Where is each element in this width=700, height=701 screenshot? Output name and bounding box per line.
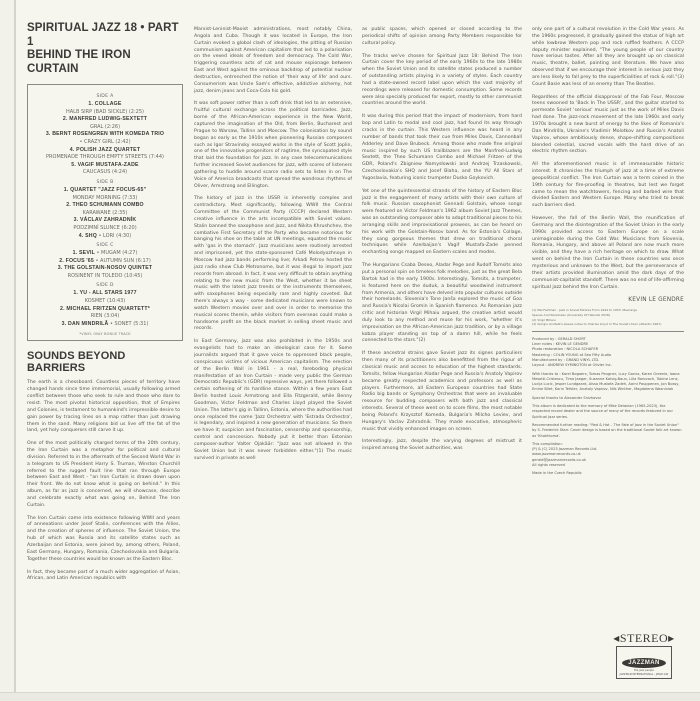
side-a <box>30 94 180 177</box>
track-artist: 4. POLISH JAZZ QUARTET <box>69 146 141 153</box>
copyright: (P) & (C) 2023 Jazzman Records Ltd. <box>532 447 598 452</box>
bonus-track-note: *VINYL ONLY BONUS TRACK <box>79 332 131 337</box>
credit-line: Liner notes : KEVIN LE GENDRE <box>532 342 589 347</box>
column-2 <box>194 0 352 468</box>
track-title: PROMENADE THROUGH EMPTY STREETS (7:44) <box>46 154 164 161</box>
essay-paragraph: It was during this period that the impact of modernism, from hard bop and Latin to modal and cool jazz, had found its way through cracks in the curtain. This Western influence was heard in any number of bands that took their cue from Miles Davis, Cannonball Adderley and Dave Brubeck. Among those who made fine original music inspired by such US trailblazers are the Manfred-Ludwig Sextett, the Theo Schumann Combo and Michael Fritzen of the GDR, Poland's Zbigniew Namysłowski and Andrzej Trzaskowski, Czechoslovakia's SHQ and Josef Blaha, and the YU All Stars of Yugoslavia, featuring iconic trumpeter Dusko Goykovich. <box>362 114 522 181</box>
track-item <box>30 147 180 162</box>
track-item <box>30 202 180 217</box>
track-title: • AUTUMN SUN (6:17) <box>95 257 151 264</box>
rights-line: All rights reserved <box>532 462 565 467</box>
track-item <box>30 162 180 177</box>
special-thanks: Special thanks to Alexander Snizhavor <box>532 395 602 400</box>
track-artist: 3. THE GOLSTAIN-NOSOV QUINTET <box>57 265 153 272</box>
track-artist: 2. FOCUS '65 <box>59 257 94 264</box>
track-item <box>30 101 180 116</box>
side-label: SIDE A <box>96 94 114 99</box>
track-artist: 4. SHQ <box>78 232 97 239</box>
track-artist: 2. MICHAEL FRITZEN QUARTETT* <box>60 305 150 312</box>
email-link[interactable]: gerald@jazzmanrecords.co.uk <box>532 457 587 462</box>
compilation-info <box>532 442 612 468</box>
dedication: This album is dedicated to the memory of Mike Delanian (1965-2023), the respected record dealer and the source of many of the records featured in our Spiritual Jazz series. <box>532 404 673 419</box>
essay-paragraph: Interestingly, jazz, despite the varying degrees of mistrust it inspired among the Soviet authorities, was <box>362 439 522 452</box>
track-item <box>30 116 180 131</box>
credit-line: Manufactured by : GRAND VINYL LTD. <box>532 357 600 362</box>
track-title: CAUCASUS (4:24) <box>82 169 128 176</box>
track-artist: 3. VÁCLAV ZAHRADNÍK <box>73 217 137 224</box>
stereo-text: STEREO <box>619 631 669 645</box>
track-item <box>30 258 180 266</box>
track-title: • SONET (5:31) <box>110 320 149 327</box>
catalog-number: JAZZMAN INTERNATIONAL - JMAN 140 <box>619 673 669 676</box>
jazzman-logo: JAZZMAN <box>622 658 665 668</box>
footnote: (3) Giorgio Arvitelli's sleeve notes to Charles Lloyd In The Soviet Union (Atlantic 1967) <box>532 322 662 327</box>
track-title: KOSMET (10:43) <box>84 298 126 305</box>
essay-paragraph: If these ancestral strains gave Soviet jazz its signes particuliers then many of its practitioners also benefitted from the rigour of classical music and access to education of the highest standards. Tomsits, fellow Hungarian Aladar Pege and Russia's Anatoly Vapirov became greatly respected academics and professors as well as players. Furthermore, all Eastern European countries had State Radio big bands or Symphony Orchestras that were an invaluable resource for budding composers with both jazz and classical interests. Several of these went on to score films, the most notable being Poland's Krzysztof Komeda, Bulgaria's Milcho Leviev, and Hungary's Vaclav Zahradnik. They made evocative, atmospheric music that vividly enhanced images on screen. <box>362 351 522 432</box>
essay-paragraph: The tracks we've chosen for Spiritual Jazz 18: Behind The Iron Curtain cover the key period of the early 1960s to the late 1980s when the Soviet Union and its satellite states produced a number of outstanding artists playing in a variety of styles. Each country had a state-owned record label upon which the vast majority of recordings were released for domestic consumption. Some records were also specially produced for export, mostly to other communist countries around the world. <box>362 53 522 107</box>
track-title: RIEN (3:04) <box>90 313 120 320</box>
column-3 <box>362 0 522 459</box>
essay-paragraph: It was soft power rather than a soft drink that led to an extensive, fruitful cultural exchange across the political barricades. Jazz, borne of the African-American experience in the New World, captured the imagination of the Old, from Berlin, Bucharest and Prague to Warsaw, Tallinn and Moscow. The colonisation by sound began as early as the 1910s when pioneering Russian composers such as Igor Stravinsky essayed works in the style of Scott Joplin, one of the innovative progenitors of ragtime, the syncopated style that laid the foundation for jazz. In any case telecommunications further increased Soviet audiences for jazz, with scores of listeners gathering to huddle around scarce radio sets to listen in on The Voice of America broadcasts that spread the wondrous rhythms of Oliver, Armstrong and Ellington. <box>194 101 352 189</box>
column-1 <box>27 0 180 589</box>
made-in: Made in the Czech Republic <box>532 471 582 476</box>
side-b <box>30 180 180 240</box>
album-title-line-1: SPIRITUAL JAZZ 18 • PART 1 <box>27 22 179 48</box>
jazzman-logo-box <box>616 646 672 679</box>
website-link[interactable]: www.jazzmanrecords.co.uk <box>532 452 581 457</box>
footnote: (2) Virgil Mihaiu <box>532 317 556 322</box>
credit-line: Layout : ANDREW SYMINGTON at Olivier Inc. <box>532 363 612 368</box>
essay-paragraph: The Iron Curtain came into existence following WWII and years of annexations under Josef Stalin, conferences with the Allies, and the creation of spheres of influence. The Soviet Union, the hub of which was Russia and its satellite states such as Azerbaijan and Estonia, were joined by, among others, Poland, East Germany, Hungary, Romania, Czechoslovakia and Bulgaria. Together these countries would be known as the Eastern Bloc. <box>27 515 180 562</box>
side-c <box>30 243 180 280</box>
track-title: KARAWANE (2:35) <box>82 209 128 216</box>
essay-paragraph: Marxist-Leninist-Maoist administrations, most notably China, Angola and Cuba. Though it was located in Europe, the Iron Curtain evoked a global clash of ideologies, the pitting of Russian communism against American capitalism that led to a polarisation on the vexed ideals of freedom and democracy. The Cold War, triggering countless acts of cat and mouse espionage between East and West against the ominous backdrop of potential nuclear destruction, entrenched the notion of 'their way of life' and ours. Consumerism was Uncle Sam's effective, addictive alchemy, hot jazz, denim jeans and Coca-Cola his gold. <box>194 27 352 94</box>
essay-paragraph: only one part of a cultural revolution in the Cold War years. As the 1960s progressed, it gradually gained the status of high art while lowbrow Western pop and rock ruffled feathers. A CCCP deputy minister explained, "The young people of our country have serious tastes. After all they are brought up on classical music, theatre, ballet, painting and literature. We have also observed that if we encourage their interest in serious jazz they are less likely to fall prey to the superficialities of rock & roll."(3) Count Basie was less of an enemy than The Beatles. <box>532 27 684 87</box>
essay-paragraph: One of the most politically charged terms of the 20th century, the Iron Curtain was a metaphor for political and cultural division. Referred to in the aftermath of the Second World War in a telegram to US President Harry S. Truman, Winston Churchill referred to the rugged fault line that ran through Europe between East and West - "an Iron Curtain is drawn down upon their front. We do not know what is going on behind." In this album, as far as jazz is concerned, we will showcase, describe and celebrate exactly what was going on, Behind The Iron Curtain. <box>27 441 180 508</box>
thanks: With thanks to : Karel Bogaers, Tomas Peugner, Lucy Garcia, Karen Greenie, Ioana Mesotti-Cristescu, Timo Jaeger, Susanne Kalvig-Baun, Lilla Rorovoch, Tobine Lenz, Lucija Lucic, Jesper Lundgaard, Aissa Mustafa Zadeh, Aarni Pauppenen, Jon Bossy, Emine Bilet, Karin Tefster, Anatoly Vapirov, Nils Winther, Magdalena Wasniniak <box>532 371 680 392</box>
track-artist: 2. MANFRED LUDWIG-SEXTETT <box>62 116 148 123</box>
track-title: GRAL (2:26) <box>89 123 121 130</box>
essay-paragraph: The Hungarians Csaba Deseo, Aladar Pege and Rudolf Tomsits also put a personal spin on timeless folk melodies, just as the great Bela Bartok had in the early 1900s. Interestingly, Tomsits, a trumpeter, is featured here on the duduk, a beautiful woodwind instrument from Armenia, and others have delved into popular cultures outside their homelands. Slovenia's Tone Janša explored the music of Goa and Russia's Nicolai Gromin in Spanish flamenco. As Romanian jazz critic and historian Virgil Mihaiu argued, the creative artist would duly look to any method and muse for his work, "whether it's improvisation on the African-American jazz tradition, or by a village kobza player standing on top of a damn hill, while he feels connected to the stars."(2) <box>362 263 522 344</box>
track-title: MONDAY MORNING (7:33) <box>72 194 138 201</box>
credit-line: Photo restoration : NICOLA SCHAFER <box>532 347 599 352</box>
track-artist: 5. VAGIF MUSTAFA-ZADE <box>71 161 139 168</box>
essay-paragraph: In fact, they became part of a much wider aggregation of Asian, African, and Latin American republics with <box>27 569 180 582</box>
track-item <box>30 233 180 241</box>
essay-paragraph: The earth is a chessboard. Countless pieces of territory have changed hands since time immemorial, usually following armed conflict between those who seek to rule and those who dare to resist. The most pivotal historical opposition, that of Empires and Colonies, is testament to humankind's irrepressible desire to gain power by tracing lines on a map rather than just drawing them in the sand. Many religions bid us live off the fat of the land, yet holy conquerors still carve it up. <box>27 380 180 434</box>
essay-paragraph: However, the fall of the Berlin Wall, the reunification of Germany and the disintegration of the Soviet Union in the early 1990s provided access to Eastern Europe on a scale unimaginable during the Cold War. Musicians from Slovenia, Romania, Hungary, and above all Poland are now much more visible, and they have a rich heritage on which to draw. What went on behind the Iron Curtain in these countries was once mysterious and unknown to the West, but the perseverance of their artists provided illumination amid the dark days of the communist-capitalist standoff. There was no end of life-affirming spiritual jazz behind the Iron Curtain. <box>532 216 684 290</box>
essay-paragraph: All the aforementioned music is of immeasurable historic interest. It chronicles the triumph of jazz at a time of extreme geopolitical conflict. The Iron Curtain was a term coined in the 19th century for fire-proofing in theatres, but lest we forget came to mean the watchtowers, fencing and barbed wire that divided Eastern and Western Europe. Many who tried to break such barriers died. <box>532 162 684 209</box>
track-artist: 1. SEVIL <box>72 250 95 257</box>
footnote: Spaces And Paradoxes (University Of Helsinki 2018) <box>532 312 610 317</box>
credit-line: Mastering : COLIN YOUNG at Sea Fifty Audio <box>532 352 612 357</box>
column-4 <box>532 0 684 480</box>
track-artist: 1. COLLAGE <box>88 101 122 107</box>
side-label: SIDE D <box>96 283 114 289</box>
side-d <box>30 283 180 328</box>
track-artist: 3. DAN MINDRILĂ <box>61 320 109 327</box>
essay-paragraph: Regardless of the official disapproval of the Fab Four, Moscow teens swooned to 'Back In The USSR', and the guitar started to permeate Soviet 'serious' music just as the work of Miles Davis had done. The jazz-rock movement of the late 1960s and early 1970s brought a new burst of energy to the likes of Romania's Dan Mindrilla, Ukraine's Vladimir Molotkov and Russia's Anatoli Vapirov, whose ambitiously dense, shape-shifting compositions blended celestial, sacred vocals with the hard drive of an electric rhythm section. <box>532 94 684 155</box>
stereo-logo: ◂STEREO▸ <box>613 631 675 645</box>
side-label: SIDE C <box>96 243 114 249</box>
further-reading: Recommended further reading: "Red & Hot – The Fate of Jazz in the Soviet Union" by S. Frederick Starr. Cover design is based on the traditional Soviet folk art known as 'Khokhloma'. <box>532 422 682 438</box>
essay-paragraph: The history of jazz in the USSR is inherently complex and contradictory. Most significantly, following WWII the Central Committee of the Communist Party (CCCP) declared Western creative influence in the arts incompatible with Soviet values. Stalin banned the saxophone and jazz, and Nikita Khrushchev, the combative First Secretary of the Party who became notorious for banging his shoe on the table at UN meetings, equated the music with 'gas in the stomach'. Jazz musicians were routinely arrested and imprisoned, yet the state-sponsored Café Molodyozhnoye in Moscow had jazz bands performing live; Arkadi Petrov hosted the jazz radio show Club Metronome, but it was illegal to import jazz records from abroad. In fact, it was very difficult to obtain anything relating to the new music from the West, whether it be sheet music with the latest jazz trends or the instruments themselves, with saxophones being especially rare and highly coveted. But there's always a way - some dedicated musicians were known to watch Western movies over and over in order to memorise the musical scores therein, while visitors from overseas could make a handsome profit on the black market in selling sheet music and records. <box>194 196 352 332</box>
track-item <box>30 217 180 232</box>
track-item <box>30 306 180 321</box>
track-artist: 1. YU - ALL STARS 1977 <box>73 290 137 297</box>
essay-paragraph: In East Germany, jazz was also prohibited in the 1950s and evangelists had to make an ideological case for it. Some journalists argued that it gave voice to oppressed black people, conspicuous victims of vicious American capitalism. The erection of the Berlin Wall in 1961 - a real, foreboding physical manifestation of an Iron Curtain - made very public the German Democratic Republic's (GDR) repressive ways, yet there followed a certain softening of its hardline stance. Within a few years East Berlin hosted Louis Armstrong and Ella Fitzgerald, while Benny Goodman, Victor Feldman and Charles Lloyd played the Soviet Union. The latter's gig in Tallinn, Estonia, where the authorities had once replaced the name 'Jazz Orchestra' with 'Estrada Orchestra', is legendary, and inspired a new generation of musicians. So there we have it; suspicion and fascination, censorship and sponsorship, control and concession. Nobody put it better than Estonian composer-author Valter Ojakäär: "Jazz was not allowed in the Soviet Union but it was never forbidden either."(1) The music survived in private as well <box>194 339 352 461</box>
production-credits <box>532 337 684 369</box>
album-title <box>27 22 180 76</box>
label-logos <box>610 632 678 679</box>
credits <box>532 337 684 477</box>
track-artist: 3. BERNT ROSENGREN WITH KOMEDA TRIO <box>45 131 165 138</box>
essay-paragraph: as public spaces, which opened or closed according to the periodical shifts of opinion among Party Members responsible for cultural policy. <box>362 27 522 46</box>
track-artist: 1. QUARTET "JAZZ FOCUS-65" <box>63 186 147 193</box>
track-item <box>30 250 180 258</box>
tracklist-box <box>27 84 183 341</box>
track-title: • CRAZY GIRL (2:42) <box>79 138 131 145</box>
track-item <box>30 131 180 146</box>
track-title: HALB SIRP (BAD SICKLE) (2:25) <box>66 108 144 115</box>
track-item <box>30 187 180 202</box>
track-title: • LORI (4:30) <box>98 232 132 239</box>
credit-line: Produced by : GERALD SHORT <box>532 336 586 341</box>
track-item <box>30 290 180 305</box>
track-title: ROSINENT IN TOLEDO (10:45) <box>67 272 143 279</box>
essay-paragraph: Yet one of the quintessential strands of the history of Eastern Bloc jazz is the engagement of many artists with their own culture of folk music. Russian saxophonist Gennadi Golstain, whose songs were featured on Victor Feldman's 1962 album Soviet Jazz Themes, was an outstanding composer able to adapt traditional pieces to his arranging skills and improvisational prowess, as can be heard on his work with the Golstain-Nosov band. As for Estonia's Collage, they sang gorgeous themes that drew on traditional choral techniques while Azerbaijan's Vagif Mustafa-Zade penned enchanting songs mapped on Eastern scales and modes. <box>362 188 522 256</box>
compilation-line: This compilation: <box>532 441 563 446</box>
album-title-line-2: BEHIND THE IRON CURTAIN <box>27 49 131 75</box>
track-title: PODZIMNÍ SLUNCE (6:20) <box>73 224 137 231</box>
side-label: SIDE B <box>96 179 114 185</box>
track-item <box>30 265 180 280</box>
track-artist: 2. THEO SCHUMANN COMBO <box>66 202 144 209</box>
track-item <box>30 321 180 329</box>
footnote: (1) Mel Feldman - Jazz in Soviet Estonia From 1944 to 1953. Meanings <box>532 308 637 313</box>
author-signature: KEVIN LE GENDRE <box>628 297 684 304</box>
track-title: • MUGAM (4:27) <box>96 250 138 257</box>
footnotes <box>532 308 684 331</box>
essay-title: SOUNDS BEYOND BARRIERS <box>27 350 126 375</box>
label-tagline: the jazz people <box>634 669 654 672</box>
